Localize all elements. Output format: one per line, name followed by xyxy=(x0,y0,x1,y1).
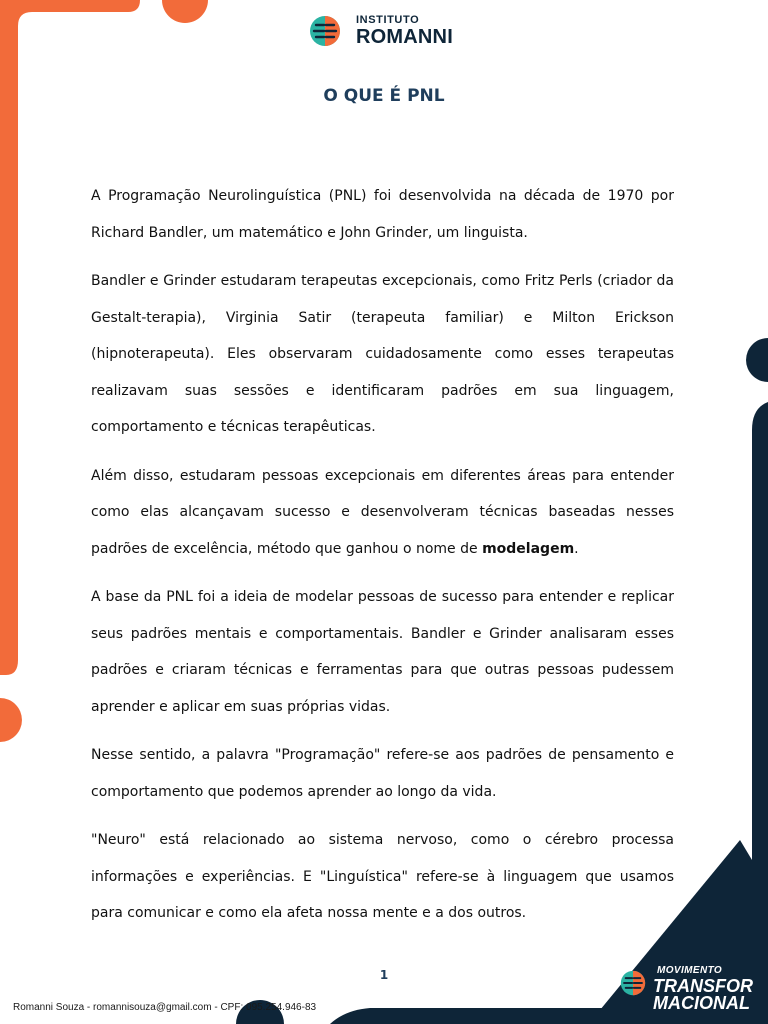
brand-line-2 xyxy=(653,978,753,1012)
paragraph-3-end: . xyxy=(574,540,579,557)
paragraph-1: A Programação Neurolinguística (PNL) foi desenvolvida na década de 1970 por Richard Bandler, um matemático e John Grinder, um linguista. xyxy=(91,188,674,241)
institute-logo xyxy=(308,12,458,52)
brand-line-1: MOVIMENTO xyxy=(657,965,723,976)
modelagem-term: modelagem xyxy=(482,540,575,557)
movimento-brand xyxy=(619,962,764,1018)
logo-line-1: INSTITUTO xyxy=(356,14,420,26)
document-body xyxy=(91,178,674,944)
logo-line-2: ROMANNI xyxy=(356,26,453,48)
paragraph-3-text: Além disso, estudaram pessoas excepcionais em diferentes áreas para entender como elas alcançavam sucesso e desenvolveram técnicas baseadas nesses padrões de excelência, método que ganhou o nome de xyxy=(91,467,674,557)
brand-line-2b: MACIONAL xyxy=(653,993,750,1013)
paragraph-2: Bandler e Grinder estudaram terapeutas excepcionais, como Fritz Perls (criador da Gestalt-terapia), Virginia Satir (terapeuta familiar) e Milton Erickson (hipnoterapeuta). Eles observaram cuidadosamente como esses terapeutas realizavam suas sessões e identificaram padrões em sua linguagem, comportamento e técnicas terapêuticas. xyxy=(91,273,674,435)
brand-line-2a: TRANSFOR xyxy=(653,976,753,996)
footer-watermark: Romanni Souza - romannisouza@gmail.com - CPF: 095.254.946-83 xyxy=(13,1002,317,1013)
paragraph-3 xyxy=(91,458,674,568)
page-title: O QUE É PNL xyxy=(323,86,445,106)
paragraph-6: "Neuro" está relacionado ao sistema nervoso, como o cérebro processa informações e experiências. E "Linguística" refere-se à linguagem que usamos para comunicar e como ela afeta nossa mente e a dos outros. xyxy=(91,832,674,921)
paragraph-4: A base da PNL foi a ideia de modelar pessoas de sucesso para entender e replicar seus padrões mentais e comportamentais. Bandler e Grinder analisaram esses padrões e criaram técnicas e ferramentas para que outras pessoas pudessem aprender e aplicar em suas próprias vidas. xyxy=(91,589,674,715)
page-number: 1 xyxy=(379,968,389,982)
paragraph-5: Nesse sentido, a palavra "Programação" refere-se aos padrões de pensamento e comportamento que podemos aprender ao longo da vida. xyxy=(91,747,674,800)
brain-logo-icon xyxy=(308,15,342,47)
brain-logo-icon-small xyxy=(619,970,647,996)
